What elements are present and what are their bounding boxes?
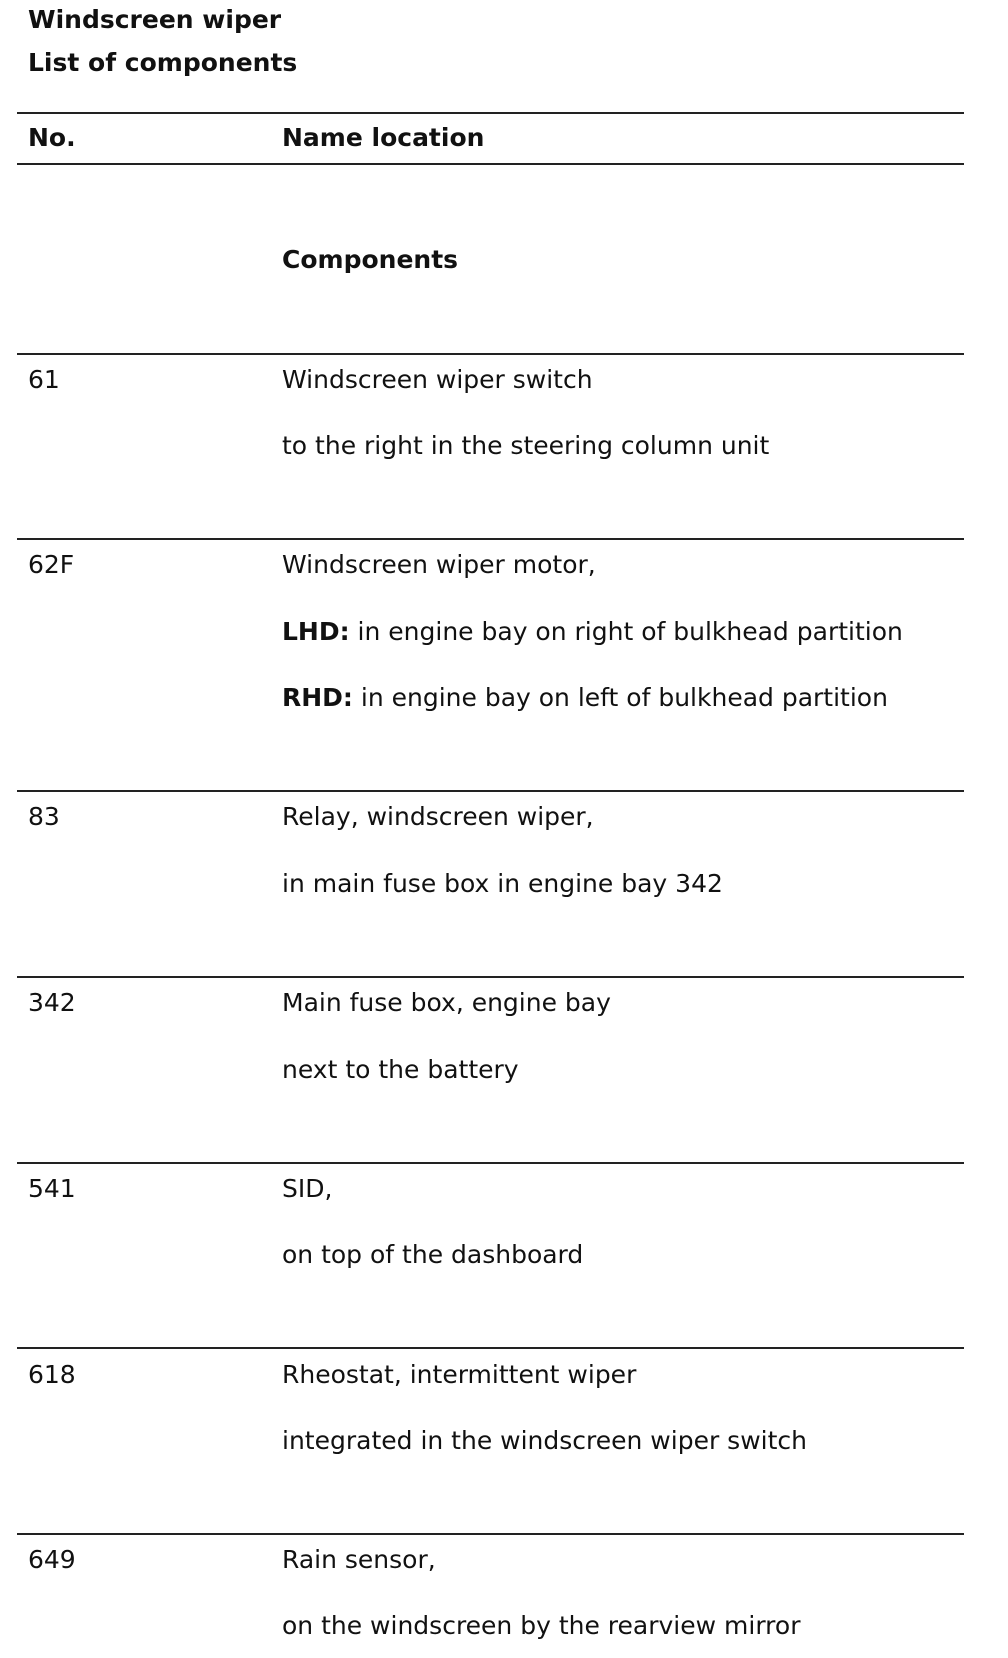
row-number: 618: [28, 1360, 76, 1389]
row-divider: [17, 1162, 964, 1164]
row-number: 83: [28, 802, 60, 831]
header-bottom-rule: [17, 163, 964, 165]
header-no: No.: [28, 123, 76, 152]
component-name: SID,: [282, 1174, 333, 1203]
component-name: Windscreen wiper motor,: [282, 550, 596, 579]
rhd-label: RHD:: [282, 683, 353, 712]
row-number: 541: [28, 1174, 76, 1203]
component-location: to the right in the steering column unit: [282, 431, 770, 460]
document-subtitle: List of components: [28, 48, 298, 77]
component-location-rhd: [282, 683, 888, 713]
component-location: next to the battery: [282, 1055, 519, 1084]
lhd-label: LHD:: [282, 617, 350, 646]
header-top-rule: [17, 112, 964, 114]
component-location: on top of the dashboard: [282, 1240, 584, 1269]
header-name-location: Name location: [282, 123, 485, 152]
section-heading: Components: [282, 245, 459, 274]
component-name: Rain sensor,: [282, 1545, 436, 1574]
row-divider: [17, 1347, 964, 1349]
component-name: Windscreen wiper switch: [282, 365, 593, 394]
row-divider: [17, 790, 964, 792]
row-number: 62F: [28, 550, 75, 579]
component-location: on the windscreen by the rearview mirror: [282, 1611, 801, 1640]
row-number: 342: [28, 988, 76, 1017]
component-name: Main fuse box, engine bay: [282, 988, 611, 1017]
row-number: 649: [28, 1545, 76, 1574]
component-name: Rheostat, intermittent wiper: [282, 1360, 637, 1389]
rhd-text: in engine bay on left of bulkhead partition: [352, 683, 888, 712]
lhd-text: in engine bay on right of bulkhead partition: [349, 617, 903, 646]
row-divider: [17, 353, 964, 355]
row-divider: [17, 976, 964, 978]
component-location-lhd: [282, 617, 903, 647]
row-divider: [17, 538, 964, 540]
component-location: integrated in the windscreen wiper switch: [282, 1426, 807, 1455]
component-name: Relay, windscreen wiper,: [282, 802, 594, 831]
row-number: 61: [28, 365, 60, 394]
document-title: Windscreen wiper: [28, 5, 282, 34]
component-location: in main fuse box in engine bay 342: [282, 869, 723, 898]
row-divider: [17, 1533, 964, 1535]
